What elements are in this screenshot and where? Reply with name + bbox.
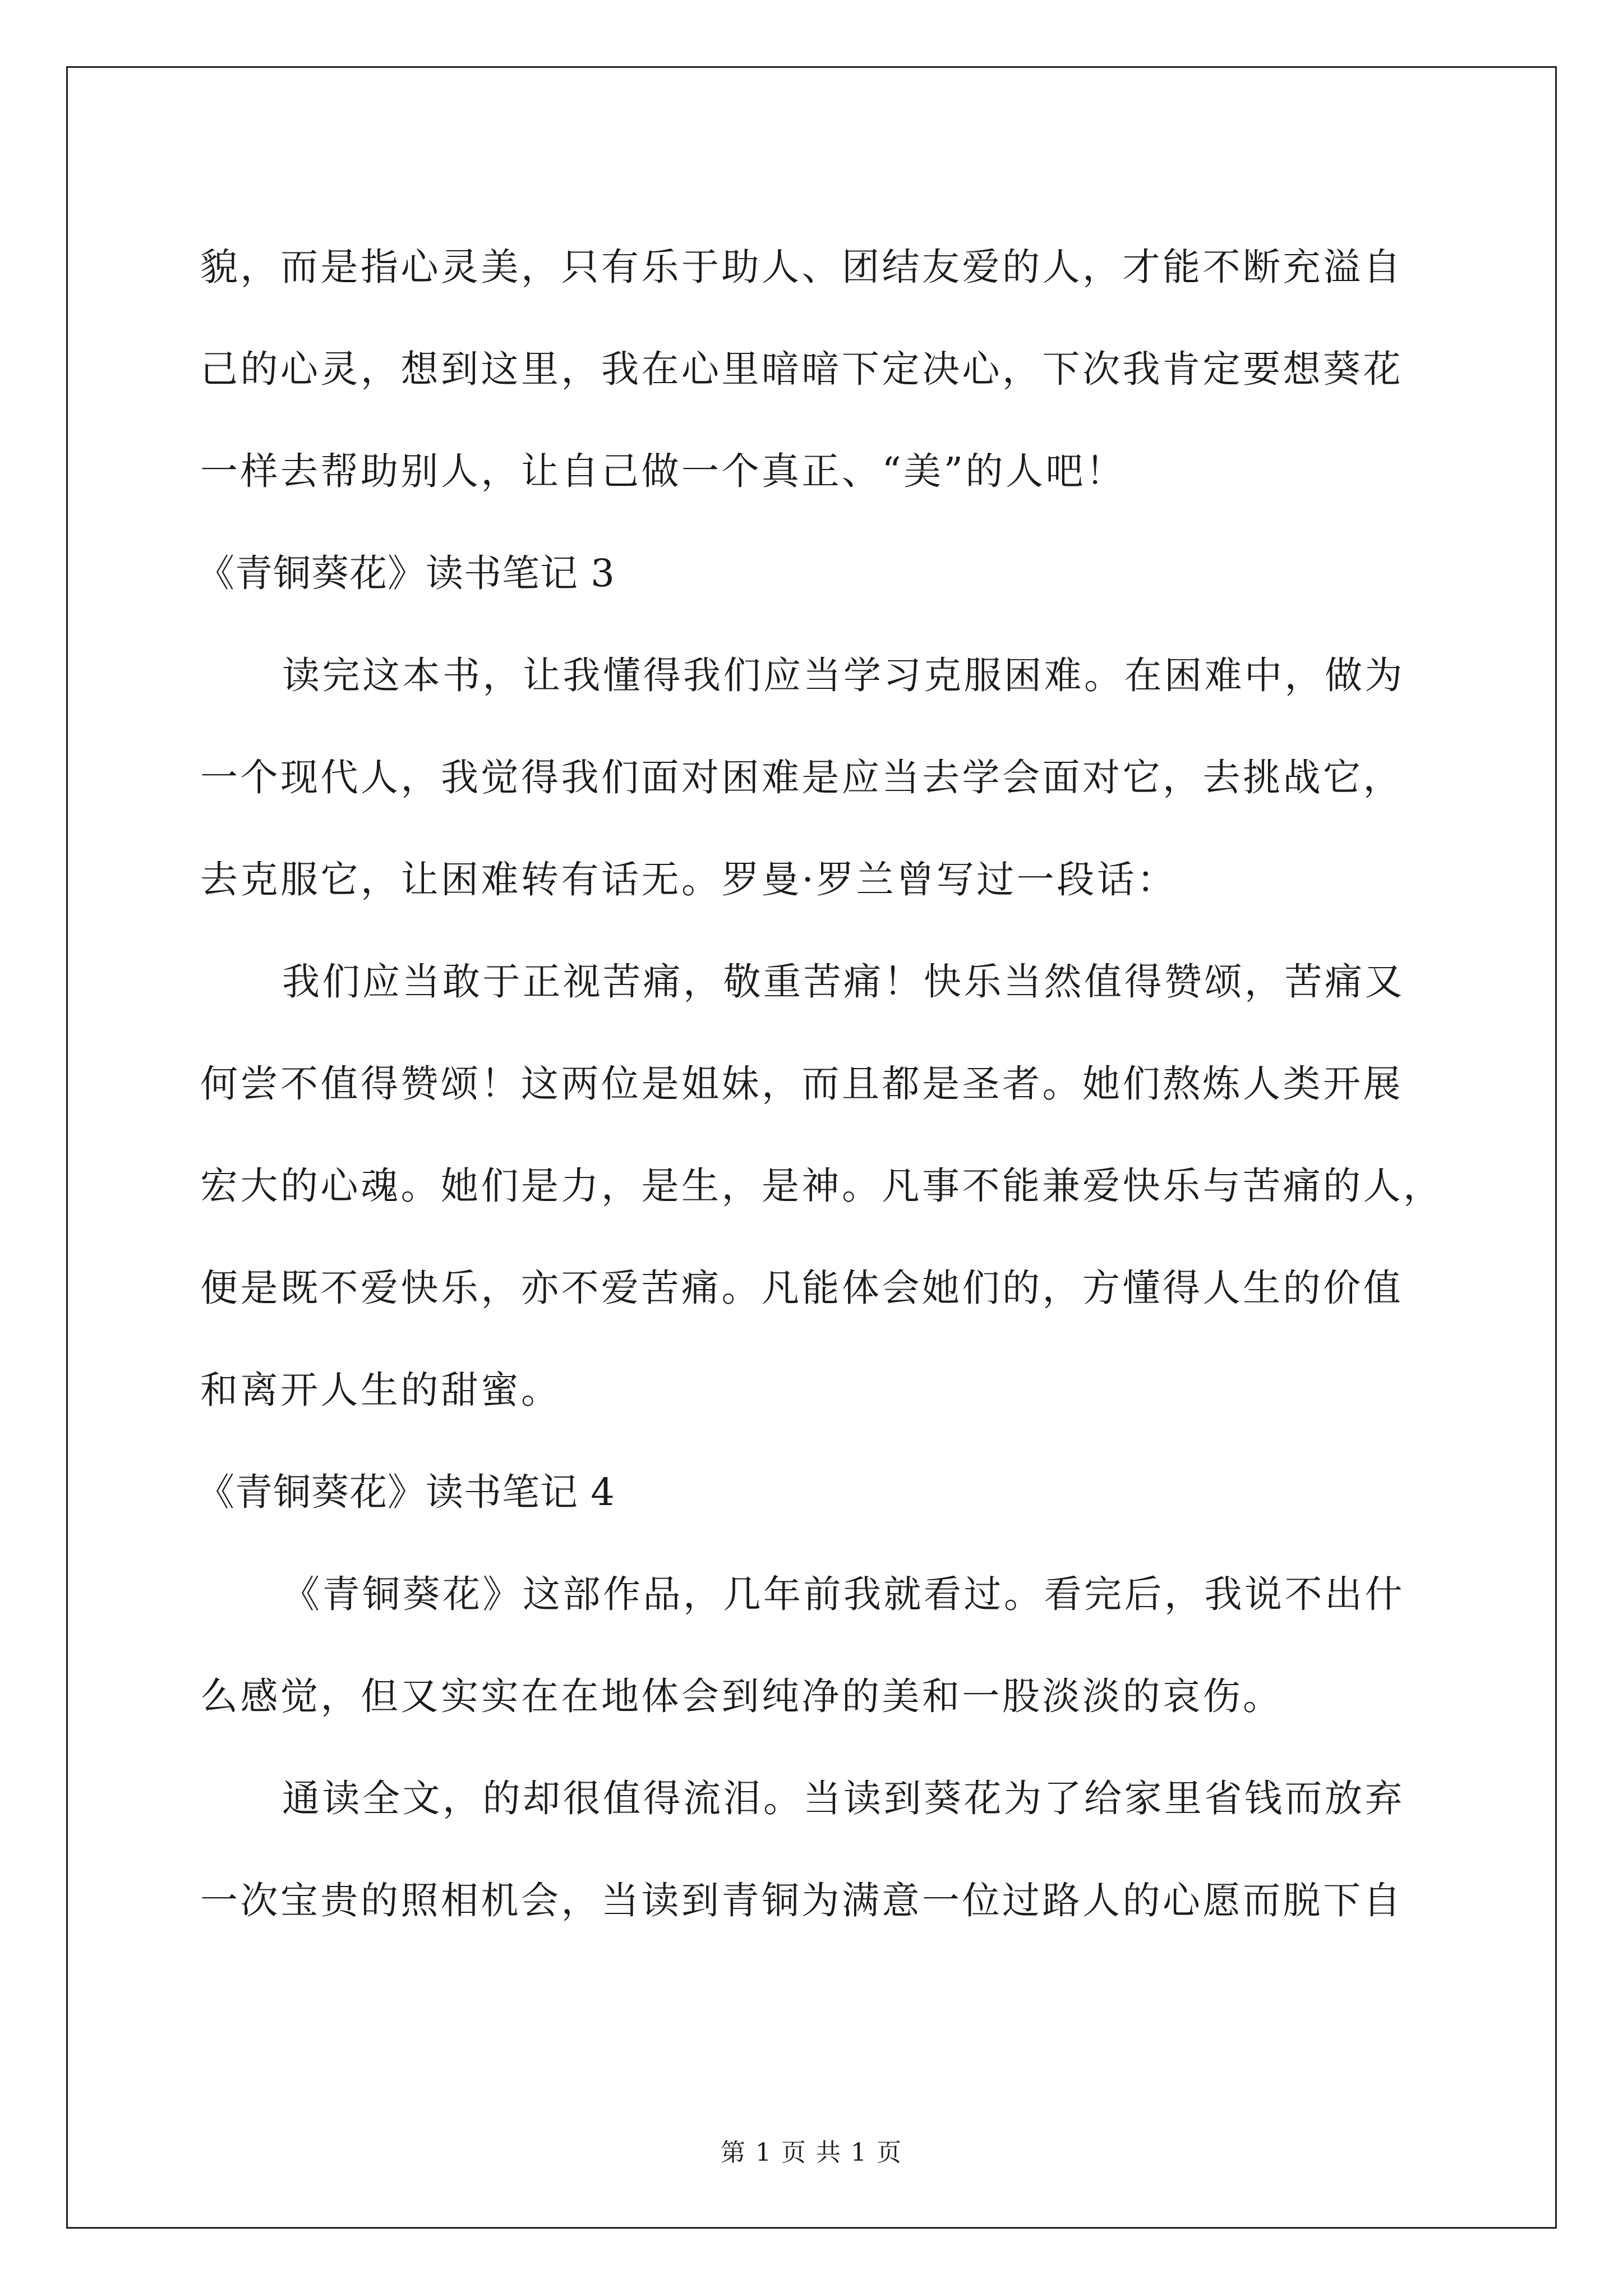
text-line: 一个现代人，我觉得我们面对困难是应当去学会面对它，去挑战它， xyxy=(200,756,1403,799)
text-line: 一次宝贵的照相机会，当读到青铜为满意一位过路人的心愿而脱下自 xyxy=(200,1879,1403,1922)
text-line: 何尝不值得赞颂！这两位是姐妹，而且都是圣者。她们熬炼人类开展 xyxy=(200,1062,1403,1106)
document-body xyxy=(197,216,1444,1952)
section-heading: 《青铜葵花》读书笔记 3 xyxy=(197,551,615,595)
section-heading: 《青铜葵花》读书笔记 4 xyxy=(197,1470,615,1514)
paragraph-first-line: 读完这本书，让我懂得我们应当学习克服困难。在困难中，做为 xyxy=(282,654,1405,697)
page-number-footer: 第 1 页 共 1 页 xyxy=(721,2138,902,2167)
text-line: 去克服它，让困难转有话无。罗曼·罗兰曾写过一段话： xyxy=(200,858,1177,901)
text-line: 么感觉，但又实实在在地体会到纯净的美和一股淡淡的哀伤。 xyxy=(200,1674,1283,1718)
paragraph-first-line: 《青铜葵花》这部作品，几年前我就看过。看完后，我说不出什 xyxy=(282,1572,1405,1616)
paragraph-first-line: 我们应当敢于正视苦痛，敬重苦痛！快乐当然值得赞颂，苦痛又 xyxy=(282,960,1405,1004)
text-line: 貌，而是指心灵美，只有乐于助人、团结友爱的人，才能不断充溢自 xyxy=(200,245,1403,289)
text-line: 便是既不爱快乐，亦不爱苦痛。凡能体会她们的，方懂得人生的价值 xyxy=(200,1266,1403,1310)
text-line: 宏大的心魂。她们是力，是生，是神。凡事不能兼爱快乐与苦痛的人， xyxy=(200,1164,1444,1208)
text-line: 一样去帮助别人，让自己做一个真正、“美”的人吧！ xyxy=(200,449,1126,493)
text-line: 己的心灵，想到这里，我在心里暗暗下定决心，下次我肯定要想葵花 xyxy=(200,347,1403,391)
text-line: 和离开人生的甜蜜。 xyxy=(200,1368,561,1412)
paragraph-first-line: 通读全文，的却很值得流泪。当读到葵花为了给家里省钱而放弃 xyxy=(282,1777,1405,1820)
